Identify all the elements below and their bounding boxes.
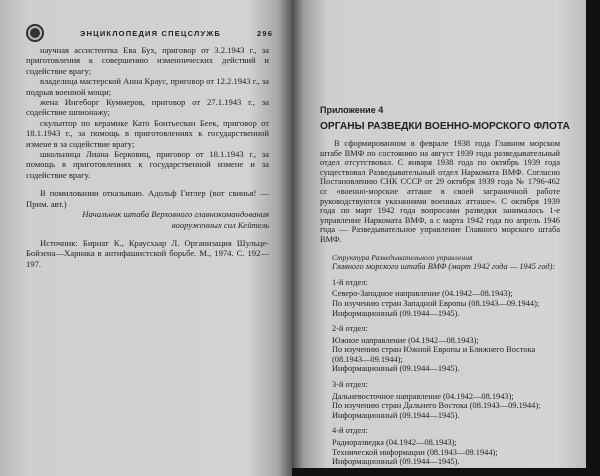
department xyxy=(320,380,560,420)
department-item: Информационный (09.1944—1945). xyxy=(332,364,460,374)
department-item: Информационный (09.1944—1945). xyxy=(332,308,460,318)
globe-logo-icon xyxy=(26,24,44,42)
structure-caption xyxy=(320,253,560,272)
body-text xyxy=(26,45,269,269)
department-item: Дальневосточное направление (04.1942—08.1943); xyxy=(332,391,514,401)
department-name: 1-й отдел: xyxy=(332,277,368,287)
source-note: Источник: Бирнат К., Краусхаар Л. Организация Шульце-Бойзена—Харнака в антифашистской борьбе. М., 1974. С. 192—197. xyxy=(26,237,269,269)
department-item: Информационный (09.1944—1945). xyxy=(332,457,460,467)
paragraph: научная ассистентка Ева Бух, приговор от 3.2.1943 г., за приготовления к совершению изменнических действий и содействие врагу; xyxy=(26,45,269,76)
signature-line: Начальник штаба Верховного главнокомандования xyxy=(82,209,269,220)
department-item: Южное направление (04.1942—08.1943); xyxy=(332,335,479,345)
department xyxy=(320,278,560,318)
department-item: По изучению стран Дальнего Востока (08.1943—09.1944); xyxy=(332,401,541,411)
department-list xyxy=(320,278,560,467)
department xyxy=(320,426,560,466)
department-name: 2-й отдел: xyxy=(332,324,368,334)
department-item: Северо-Западное направление (04.1942—08.1943); xyxy=(332,289,513,299)
department-name: 3-й отдел: xyxy=(332,380,368,390)
department-item: Технической информации (08.1943—09.1944); xyxy=(332,447,498,457)
signature-line: вооруженных сил Кейтель xyxy=(171,219,269,230)
department-item: По изучению стран Западной Европы (08.1943—09.1944); xyxy=(332,298,540,308)
paragraph: школьница Лиана Берковиц, приговор от 18.1.1943 г., за помощь в приготовлениях к государственной измене и за содействие врагу. xyxy=(26,149,269,180)
caption-line: Структура Разведывательного управления xyxy=(332,252,473,262)
body-text xyxy=(320,139,560,467)
department-item: Информационный (09.1944—1945). xyxy=(332,410,460,420)
left-page xyxy=(0,0,292,476)
signature xyxy=(26,209,269,230)
paragraph: В помиловании отказываю. Адольф Гитлер (вот свинья! — Прим. авт.) xyxy=(26,188,269,209)
chapter-title: ОРГАНЫ РАЗВЕДКИ ВОЕННО-МОРСКОГО ФЛОТА xyxy=(320,121,570,132)
appendix-label: Приложение 4 xyxy=(320,105,384,115)
right-page xyxy=(292,0,586,468)
page-number: 296 xyxy=(257,29,274,38)
department-item: Радиоразведка (04.1942—08.1943); xyxy=(332,438,457,448)
department-item: По изучению стран Южной Европы и Ближнего Востока (08.1943—09.1944); xyxy=(332,345,536,364)
caption-line: Главного морского штаба ВМФ (март 1942 года — 1945 год): xyxy=(332,262,556,272)
paragraph: владелица мастерской Анна Краус, приговор от 12.2.1943 г., за подрыв военной мощи; xyxy=(26,76,269,97)
intro-paragraph: В сформированном в феврале 1938 года Главном морском штабе ВМФ по состоянию на август 1939 года разведывательный отдел отсутствовал. С января 1938 года по октябрь 1939 года существовал Разведывательный отдел Наркомата ВМФ. Согласно Постановлению СНК СССР от 29 октября 1939 года № 1796-462 сс «военно-морские атташе в своей заграничной работе руководствуются указаниями военных атташе». С октября 1939 года по март 1942 года вопросами разведки занималось 1-е управление Наркомата ВМФ, а с марта 1942 года по апрель 1946 года — Разведывательное управление Главного морского штаба ВМФ. xyxy=(320,139,560,244)
paragraph: скульптор по керамике Като Бонтьесван Беек, приговор от 18.1.1943 г., за помощь в приготовлениях к государственной измене в за содействие врагу; xyxy=(26,117,269,149)
department-name: 4-й отдел: xyxy=(332,426,368,436)
running-header: ЭНЦИКЛОПЕДИЯ СПЕЦСЛУЖБ xyxy=(80,29,221,38)
paragraph: жена Ингеборг Куммеров, приговор от 27.1.1943 г., за содействие шпионажу; xyxy=(26,97,269,118)
department xyxy=(320,324,560,374)
